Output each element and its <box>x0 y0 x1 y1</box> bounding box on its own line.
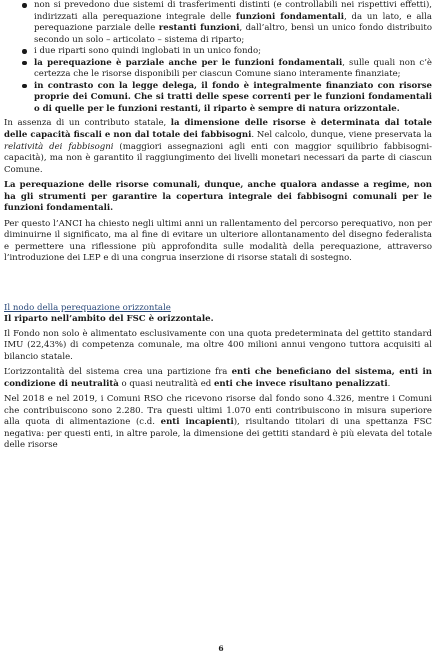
body-paragraph: Nel 2018 e nel 2019, i Comuni RSO che ricevono risorse dal fondo sono 4.326, mentre i Comuni che contribuiscono sono 2.280. Tra questi ultimi 1.070 enti contribuiscono in misura superiore alla quota di alimentazione (c.d. enti incapienti), risultando titolari di una spettanza FSC negativa: per questi enti, in altre parole, la dimensione dei gettiti standard è più elevata del totale delle risorse <box>4 394 432 451</box>
body-paragraph: L’orizzontalità del sistema crea una partizione fra enti che beneficiano del sistema, enti in condizione di neutralità o quasi neutralità ed enti che invece risultano penalizzati. <box>4 367 432 389</box>
bullet-item <box>34 46 432 58</box>
bullet-text: in contrasto con la legge delega, il fondo è integralmente finanziato con risorse proprie dei Comuni. Che si tratti delle spese correnti per le funzioni fondamentali o di quelle per le funzioni restanti, il riparto è sempre di natura orizzontale. <box>34 80 432 114</box>
body-paragraph: Il Fondo non solo è alimentato esclusivamente con una quota predeterminata del gettito standard IMU (22,43%) di competenza comunale, ma oltre 400 milioni annui vengono tuttora acquisiti al bilancio statale. <box>4 328 432 362</box>
bullet-text: i due riparti sono quindi inglobati in un unico fondo; <box>34 46 262 57</box>
section-heading: Il nodo della perequazione orizzontale <box>4 303 171 314</box>
body-paragraph: Per questo l’ANCI ha chiesto negli ultimi anni un rallentamento del percorso perequativo, non per diminuirne il significato, ma al fine di evitare un ulteriore allontanamento del disegno federalista e permettere una riflessione più approfondita sulle modalità della perequazione, attraverso l’introduzione dei LEP e di una congrua inserzione di risorse statali di sostegno. <box>4 218 432 264</box>
bullet-icon <box>22 84 27 89</box>
bullet-item <box>34 0 432 46</box>
section-subheading: Il riparto nell’ambito del FSC è orizzontale. <box>4 314 214 325</box>
bullet-icon <box>22 61 27 66</box>
body-paragraph: La perequazione delle risorse comunali, dunque, anche qualora andasse a regime, non ha gli strumenti per garantire la copertura integrale dei fabbisogni comunali per le funzioni fondamentali. <box>4 180 432 214</box>
bullet-text: la perequazione è parziale anche per le funzioni fondamentali, sulle quali non c’è certezza che le risorse disponibili per ciascun Comune siano interamente finanziate; <box>34 57 432 80</box>
body-paragraph: In assenza di un contributo statale, la dimensione delle risorse è determinata dal totale delle capacità fiscali e non dal totale dei fabbisogni. Nel calcolo, dunque, viene preservata la relatività dei fabbisogni (maggiori assegnazioni agli enti con maggior squilibrio fabbisogni-capacità), ma non è garantito il raggiungimento dei livelli monetari necessari da parte di ciascun Comune. <box>4 118 433 175</box>
bullet-item <box>34 81 432 116</box>
bullet-text: non si prevedono due sistemi di trasferimenti distinti (e controllabili nei rispettivi effetti), indirizzati alla perequazione integrale delle funzioni fondamentali, da un lato, e alla perequazione parziale delle restanti funzioni, dall’altro, bensì un unico fondo distribuito secondo un solo – articolato – sistema di riparto; <box>34 0 432 45</box>
bullet-icon <box>22 49 27 54</box>
page-number: 6 <box>218 644 224 653</box>
bullet-list <box>4 0 432 115</box>
bullet-icon <box>22 3 27 8</box>
bullet-item <box>34 58 432 81</box>
